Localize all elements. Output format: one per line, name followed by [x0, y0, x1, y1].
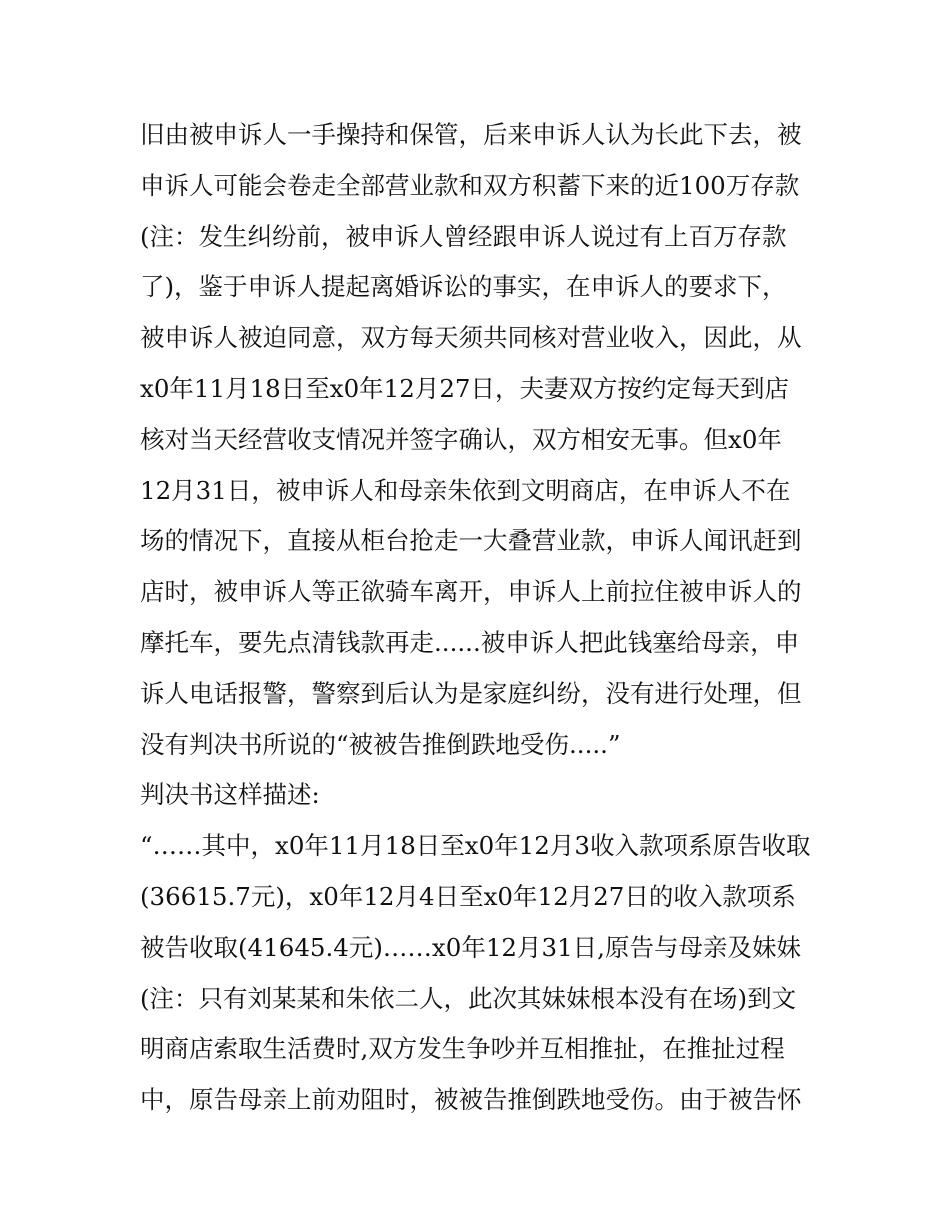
- text-line: 旧由被申诉人一手操持和保管，后来申诉人认为长此下去，被: [140, 120, 802, 149]
- text-line: (注：发生纠纷前，被申诉人曾经跟申诉人说过有上百万存款: [140, 221, 787, 251]
- text-line: 明商店索取生活费时,双方发生争吵并互相推扯，在推扯过程: [140, 1034, 785, 1064]
- text-line: 判决书这样描述:: [140, 780, 320, 810]
- text-line: 被告收取(41645.4元)……x0年12月31日,原告与母亲及妹妹: [140, 932, 801, 962]
- text-line: x0年11月18日至x0年12月27日，夫妻双方按约定每天到店: [140, 373, 790, 403]
- text-line: 12月31日，被申诉人和母亲朱依到文明商店，在申诉人不在: [140, 475, 791, 505]
- text-line: 申诉人可能会卷走全部营业款和双方积蓄下来的近100万存款: [140, 170, 800, 200]
- text-line: 被申诉人被迫同意，双方每天须共同核对营业收入，因此，从: [140, 323, 802, 353]
- text-line: 中，原告母亲上前劝阻时，被被告推倒跌地受伤。由于被告怀: [140, 1085, 802, 1115]
- text-line: 店时，被申诉人等正欲骑车离开，申诉人上前拉住被申诉人的: [140, 577, 802, 607]
- text-line: 了)，鉴于申诉人提起离婚诉讼的事实，在申诉人的要求下，: [140, 272, 787, 302]
- text-line: 场的情况下，直接从柜台抢走一大叠营业款，申诉人闻讯赶到: [140, 526, 802, 556]
- text-line: 核对当天经营收支情况并签字确认，双方相安无事。但x0年: [140, 424, 782, 454]
- text-line: 诉人电话报警，警察到后认为是家庭纠纷，没有进行处理，但: [140, 678, 802, 708]
- text-line: (36615.7元)，x0年12月4日至x0年12月27日的收入款项系: [140, 881, 796, 911]
- body-text: [140, 110, 830, 1126]
- text-line: 摩托车，要先点清钱款再走......被申诉人把此钱塞给母亲，申: [140, 627, 800, 657]
- text-line: 没有判决书所说的“被被告推倒跌地受伤.....”: [140, 729, 621, 759]
- text-line: (注：只有刘某某和朱依二人，此次其妹妹根本没有在场)到文: [140, 983, 797, 1013]
- text-line: “……其中，x0年11月18日至x0年12月3收入款项系原告收取: [140, 831, 811, 861]
